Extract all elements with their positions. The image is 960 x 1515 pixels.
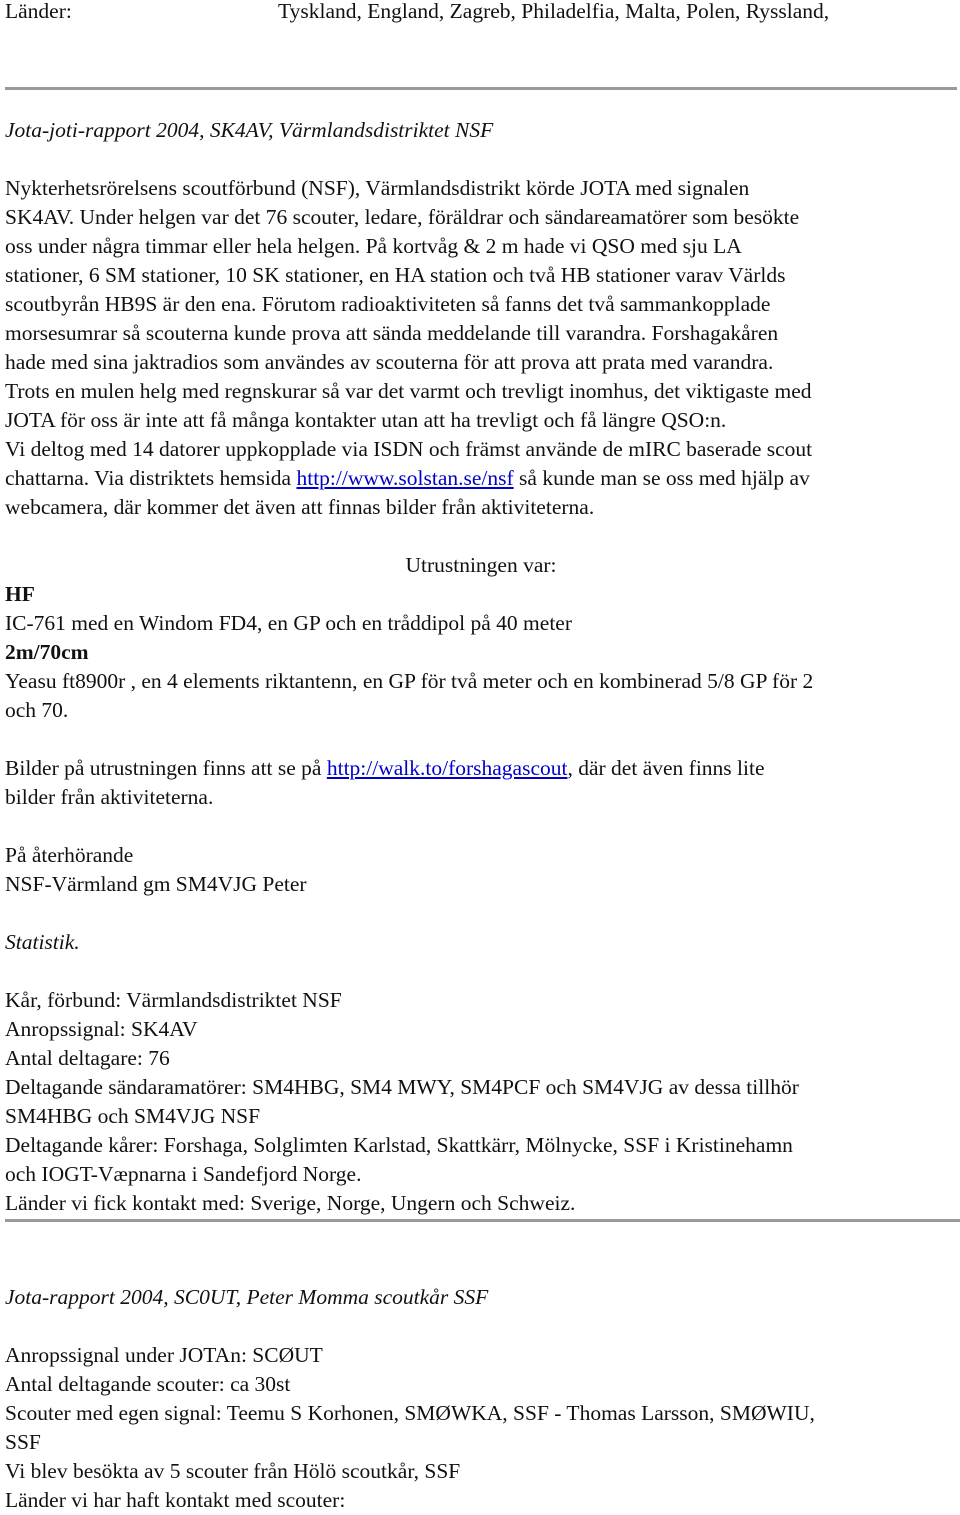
report-1-line: oss under några timmar eller hela helgen. På kortvåg & 2 m hade vi QSO med sju LA xyxy=(5,234,742,258)
report-1-line: Trots en mulen helg med regnskurar så var det varmt och trevligt inomhus, det viktigaste med xyxy=(5,379,812,403)
stats-line: SM4HBG och SM4VJG NSF xyxy=(5,1104,261,1128)
report-1-line: Nykterhetsrörelsens scoutförbund (NSF), Värmlandsdistrikt körde JOTA med signalen xyxy=(5,176,750,200)
stats-line: Deltagande kårer: Forshaga, Solglimten Karlstad, Skattkärr, Mölnycke, SSF i Kristinehamn xyxy=(5,1133,793,1157)
stats-line: Anropssignal: SK4AV xyxy=(5,1017,198,1041)
pictures-link[interactable]: http://walk.to/forshagascout xyxy=(326,756,568,780)
top-rule xyxy=(5,87,957,90)
report-2 xyxy=(5,1283,957,1515)
report-1-website-line xyxy=(5,464,957,493)
report-1-line: morsesumrar så scouterna kunde prova att sända meddelande till varandra. Forshagakåren xyxy=(5,321,779,345)
report-2-title: Jota-rapport 2004, SC0UT, Peter Momma scoutkår SSF xyxy=(5,1285,489,1309)
stats-line: Länder vi fick kontakt med: Sverige, Norge, Ungern och Schweiz. xyxy=(5,1191,576,1215)
countries-value: Tyskland, England, Zagreb, Philadelfia, Malta, Polen, Ryssland, xyxy=(278,0,830,23)
pictures-line-2: bilder från aktiviteterna. xyxy=(5,785,214,809)
hf-heading: HF xyxy=(5,582,35,606)
middle-rule xyxy=(5,1219,960,1222)
vhf-text: och 70. xyxy=(5,698,69,722)
report-2-line: Anropssignal under JOTAn: SCØUT xyxy=(5,1343,323,1367)
report-1-title: Jota-joti-rapport 2004, SK4AV, Värmlandsdistriktet NSF xyxy=(5,118,494,142)
pictures-text-before: Bilder på utrustningen finns att se på xyxy=(5,756,327,780)
website-text-after: så kunde man se oss med hjälp av xyxy=(513,466,810,490)
hf-text: IC-761 med en Windom FD4, en GP och en tråddipol på 40 meter xyxy=(5,611,572,635)
signoff-signature: NSF-Värmland gm SM4VJG Peter xyxy=(5,872,307,896)
stats-line: Antal deltagare: 76 xyxy=(5,1046,170,1070)
report-2-line: SSF xyxy=(5,1430,41,1454)
report-2-line: Antal deltagande scouter: ca 30st xyxy=(5,1372,291,1396)
pictures-line xyxy=(5,754,957,783)
stats-line: Deltagande sändaramatörer: SM4HBG, SM4 MWY, SM4PCF och SM4VJG av dessa tillhör xyxy=(5,1075,799,1099)
vhf-text: Yeasu ft8900r , en 4 elements riktantenn, en GP för två meter och en kombinerad 5/8 GP för 2 xyxy=(5,669,814,693)
report-1-line: Vi deltog med 14 datorer uppkopplade via ISDN och främst använde de mIRC baserade scout xyxy=(5,437,813,461)
report-1-line: hade med sina jaktradios som användes av scouterna för att prova att prata med varandra. xyxy=(5,350,774,374)
report-2-line: Scouter med egen signal: Teemu S Korhonen, SMØWKA, SSF - Thomas Larsson, SMØWIU, xyxy=(5,1401,815,1425)
report-1-line: webcamera, där kommer det även att finnas bilder från aktiviteterna. xyxy=(5,495,595,519)
countries-label: Länder: xyxy=(5,0,72,23)
report-2-line: Vi blev besökta av 5 scouter från Hölö scoutkår, SSF xyxy=(5,1459,461,1483)
report-1 xyxy=(5,116,957,1218)
stats-heading: Statistik. xyxy=(5,930,80,954)
stats-line: Kår, förbund: Värmlandsdistriktet NSF xyxy=(5,988,342,1012)
stats-line: och IOGT-Væpnarna i Sandefjord Norge. xyxy=(5,1162,362,1186)
report-2-line: Länder vi har haft kontakt med scouter: xyxy=(5,1488,346,1512)
equipment-heading: Utrustningen var: xyxy=(405,553,557,577)
signoff-greeting: På återhörande xyxy=(5,843,134,867)
pictures-text-after: , där det även finns lite xyxy=(567,756,765,780)
report-1-line: scoutbyrån HB9S är den ena. Förutom radioaktiviteten så fanns det två sammankopplade xyxy=(5,292,771,316)
website-text-before: chattarna. Via distriktets hemsida xyxy=(5,466,297,490)
countries-row xyxy=(5,0,829,26)
report-1-line: SK4AV. Under helgen var det 76 scouter, ledare, föräldrar och sändareamatörer som besökte xyxy=(5,205,800,229)
report-1-line: stationer, 6 SM stationer, 10 SK stationer, en HA station och två HB stationer varav Världs xyxy=(5,263,786,287)
district-website-link[interactable]: http://www.solstan.se/nsf xyxy=(296,466,514,490)
report-1-line: JOTA för oss är inte att få många kontakter utan att ha trevligt och få längre QSO:n. xyxy=(5,408,727,432)
vhf-heading: 2m/70cm xyxy=(5,640,89,664)
